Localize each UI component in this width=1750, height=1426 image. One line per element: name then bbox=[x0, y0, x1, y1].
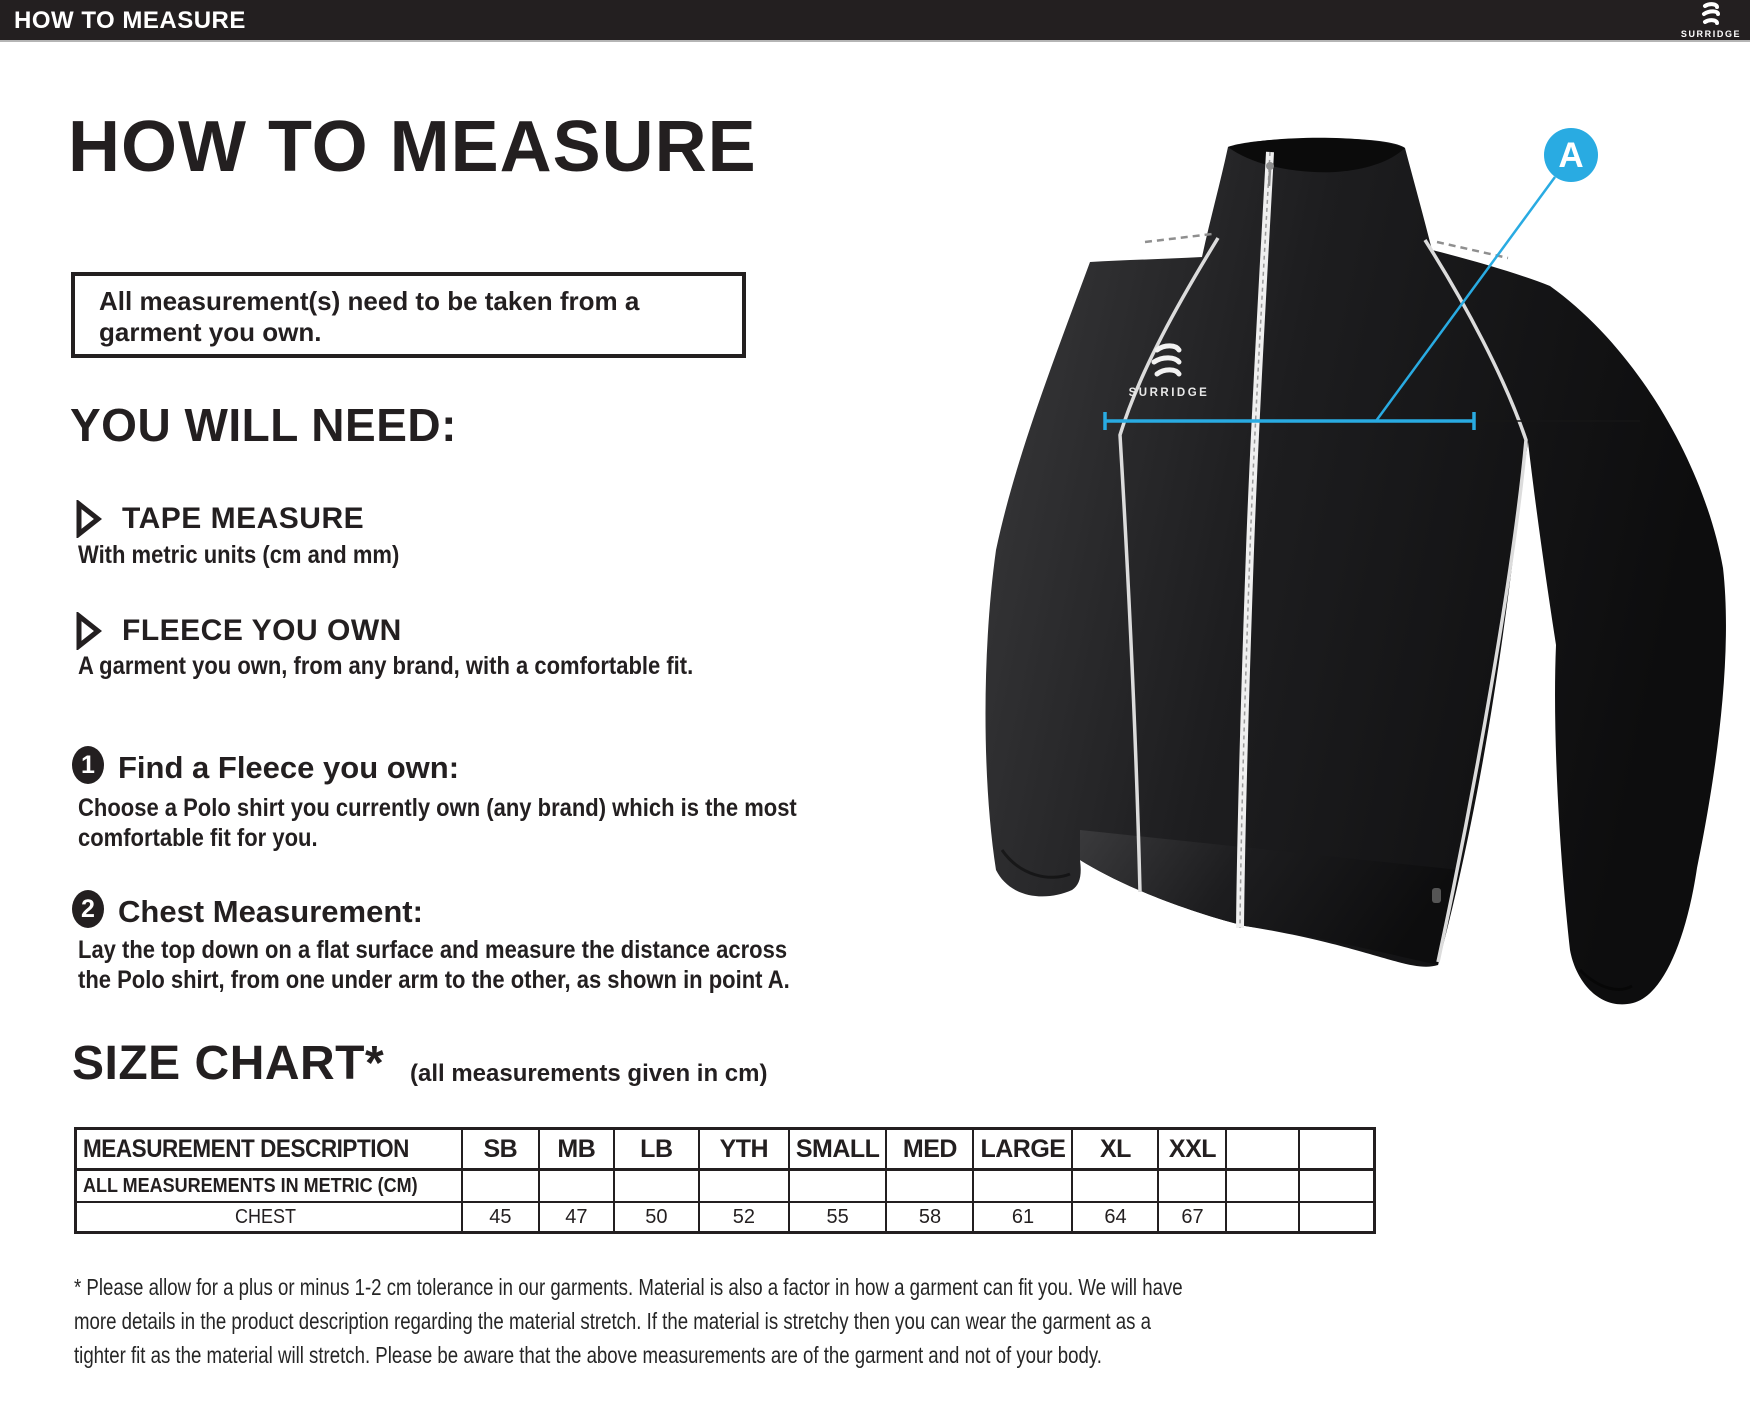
step-title: Find a Fleece you own: bbox=[118, 750, 460, 785]
step-title: Chest Measurement: bbox=[118, 894, 423, 929]
surridge-brand-name: SURRIDGE bbox=[1680, 29, 1742, 39]
size-chart-value bbox=[1072, 1170, 1158, 1203]
step-number-badge: 2 bbox=[72, 890, 104, 928]
footnote-line-1: * Please allow for a plus or minus 1-2 cm tolerance in our garments. Material is also a factor in how a garment can fit you. We will have bbox=[74, 1274, 1183, 1300]
pocket-zip-tag bbox=[1432, 888, 1441, 903]
size-chart-column-header: LARGE bbox=[973, 1129, 1072, 1170]
size-chart-value: 67 bbox=[1158, 1202, 1226, 1233]
step-number-badge: 1 bbox=[72, 746, 104, 784]
size-chart-value: 55 bbox=[789, 1202, 887, 1233]
size-chart-row-label: CHEST bbox=[76, 1202, 462, 1233]
size-chart-column-header: SMALL bbox=[789, 1129, 887, 1170]
step-description-line: comfortable fit for you. bbox=[78, 824, 318, 852]
fleece-jacket-illustration bbox=[940, 90, 1750, 1030]
size-chart-column-header bbox=[1299, 1129, 1374, 1170]
need-item-description: With metric units (cm and mm) bbox=[78, 541, 400, 569]
note-line-1: All measurement(s) need to be taken from a bbox=[99, 286, 640, 316]
size-chart-column-header: SB bbox=[462, 1129, 539, 1170]
size-chart-value bbox=[539, 1170, 614, 1203]
size-chart-value bbox=[789, 1170, 887, 1203]
size-chart-footnote bbox=[74, 1270, 1443, 1372]
page-title: HOW TO MEASURE bbox=[68, 107, 757, 187]
need-item-description: A garment you own, from any brand, with a comfortable fit. bbox=[78, 652, 694, 680]
jacket-logo-text: SURRIDGE bbox=[1128, 387, 1210, 399]
size-chart-value: 64 bbox=[1072, 1202, 1158, 1233]
size-chart-value bbox=[1226, 1170, 1299, 1203]
size-chart-value: 50 bbox=[614, 1202, 699, 1233]
note-line-2: garment you own. bbox=[99, 317, 322, 347]
size-chart-column-header: MB bbox=[539, 1129, 614, 1170]
size-chart-value: 45 bbox=[462, 1202, 539, 1233]
top-bar bbox=[0, 0, 1750, 42]
size-chart-value bbox=[1226, 1202, 1299, 1233]
size-chart-value: 52 bbox=[699, 1202, 789, 1233]
footnote-line-3: tighter fit as the material will stretch. Please be aware that the above measurements are of the garment and not of your body. bbox=[74, 1342, 1102, 1368]
shoulder-stitching-left bbox=[1145, 234, 1212, 242]
size-chart-column-header bbox=[1226, 1129, 1299, 1170]
size-chart-column-header: YTH bbox=[699, 1129, 789, 1170]
note-box bbox=[71, 272, 746, 358]
size-chart-value bbox=[614, 1170, 699, 1203]
step-description-line: Lay the top down on a flat surface and measure the distance across bbox=[78, 936, 788, 964]
size-chart-heading: SIZE CHART* bbox=[72, 1037, 385, 1090]
surridge-s-icon bbox=[1700, 2, 1722, 28]
size-chart-subtitle: (all measurements given in cm) bbox=[410, 1060, 768, 1087]
size-chart-row-label: ALL MEASUREMENTS IN METRIC (CM) bbox=[76, 1170, 462, 1203]
size-chart-column-header: LB bbox=[614, 1129, 699, 1170]
marker-a-label: A bbox=[1558, 136, 1584, 175]
size-chart-column-header: MEASUREMENT DESCRIPTION bbox=[76, 1129, 462, 1170]
top-bar-title: HOW TO MEASURE bbox=[14, 7, 246, 34]
size-chart-column-header: MED bbox=[886, 1129, 973, 1170]
size-chart-value bbox=[1299, 1202, 1374, 1233]
zipper-pull-icon bbox=[1266, 162, 1274, 170]
you-will-need-heading: YOU WILL NEED: bbox=[70, 399, 457, 451]
size-chart-row bbox=[76, 1170, 1375, 1203]
size-chart-value: 47 bbox=[539, 1202, 614, 1233]
triangle-bullet-icon bbox=[74, 500, 102, 538]
footnote-line-2: more details in the product description regarding the material stretch. If the material is stretchy then you can wear the garment as a bbox=[74, 1308, 1151, 1334]
triangle-bullet-icon bbox=[74, 612, 102, 650]
size-chart-value bbox=[973, 1170, 1072, 1203]
size-chart-table bbox=[74, 1127, 1376, 1234]
size-chart-value bbox=[1158, 1170, 1226, 1203]
size-chart-value bbox=[462, 1170, 539, 1203]
size-chart-value: 61 bbox=[973, 1202, 1072, 1233]
size-chart-column-header: XXL bbox=[1158, 1129, 1226, 1170]
size-chart-value: 58 bbox=[886, 1202, 973, 1233]
need-item-label: TAPE MEASURE bbox=[122, 502, 365, 535]
size-chart-value bbox=[1299, 1170, 1374, 1203]
size-chart-value bbox=[699, 1170, 789, 1203]
step-description-line: the Polo shirt, from one under arm to the other, as shown in point A. bbox=[78, 966, 790, 994]
need-item-label: FLEECE YOU OWN bbox=[122, 614, 402, 647]
surridge-logo bbox=[1678, 2, 1744, 39]
size-chart-value bbox=[886, 1170, 973, 1203]
size-chart-row bbox=[76, 1202, 1375, 1233]
size-chart-column-header: XL bbox=[1072, 1129, 1158, 1170]
step-description-line: Choose a Polo shirt you currently own (any brand) which is the most bbox=[78, 794, 797, 822]
